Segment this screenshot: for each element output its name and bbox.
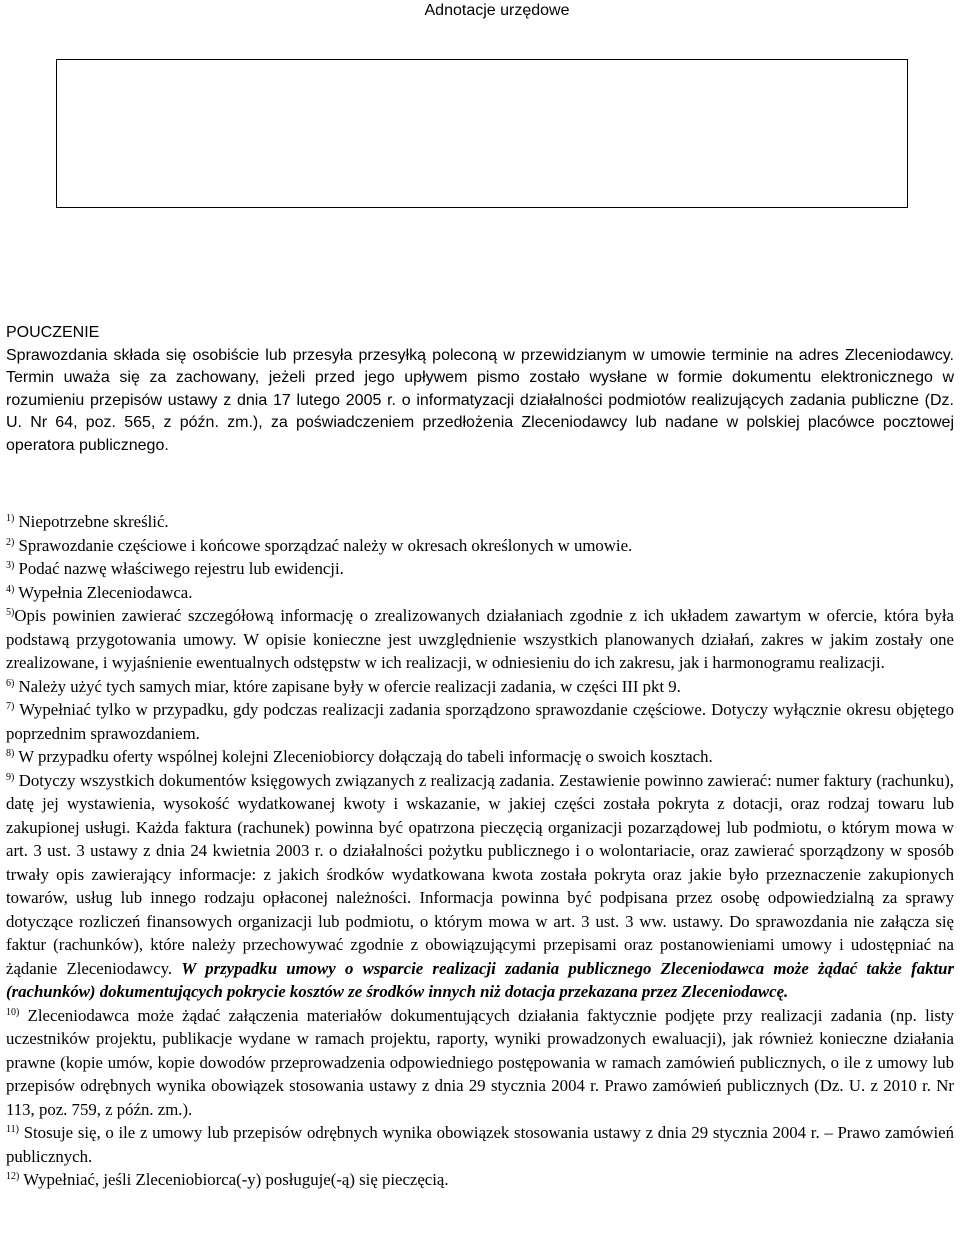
footnotes-section: [6, 510, 954, 1192]
instruction-title: POUCZENIE: [6, 324, 100, 341]
footnote-bold-text: W przypadku umowy o wsparcie realizacji zadania publicznego Zleceniodawca może żądać także faktur (rachunków) dokumentujących pokrycie kosztów ze środków innych niż dotacja przekazana przez Zleceniodawcę.: [6, 958, 954, 1001]
footnote-text: Wypełniać, jeśli Zleceniobiorca(-y) posługuje(-ą) się pieczęcią.: [23, 1170, 449, 1189]
instruction-section: [6, 322, 954, 457]
footnote-10: [6, 1004, 954, 1122]
footnote-number: 7): [6, 701, 15, 712]
footnote-12: [6, 1168, 954, 1192]
footnote-number: 4): [6, 583, 15, 595]
footnote-3: [6, 557, 954, 581]
footnote-8: [6, 745, 954, 769]
footnote-text: Dotyczy wszystkich dokumentów księgowych związanych z realizacją zadania. Zestawienie powinno zawierać: numer faktury (rachunku), datę jej wystawienia, wysokość wydatkowanej kwoty i wskazanie, w jakiej części została pokryta z dotacji, oraz rodzaj towaru lub zakupionej usługi. Każda faktura (rachunek) powinna być opatrzona pieczęcią organizacji pozarządowej lub podmiotu, o którym mowa w art. 3 ust. 3 ustawy z dnia 24 kwietnia 2003 r. o działalności pożytku publicznego i o wolontariacie, oraz zawierać sporządzony w sposób trwały opis zawierający informacje: z jakich środków wydatkowana kwota została pokryta oraz jakie było przeznaczenie zakupionych towarów, usług lub innego rodzaju opłaconej należności. Informacja powinna być podpisana przez osobę odpowiedzialną za sprawy dotyczące rozliczeń finansowych organizacji lub podmiotu, o którym mowa w art. 3 ust. 3 ww. ustawy. Do sprawozdania nie załącza się faktur (rachunków), które należy przechowywać zgodnie z obowiązującymi przepisami oraz postanowieniami umowy i udostępniać na żądanie Zleceniodawcy.: [6, 770, 955, 978]
footnote-number: 8): [6, 748, 15, 759]
footnote-2: [6, 534, 954, 558]
footnote-1: [6, 510, 954, 534]
footnote-4: [6, 581, 954, 605]
footnote-6: [6, 675, 954, 699]
official-annotations-title: Adnotacje urzędowe: [424, 2, 570, 19]
footnote-number: 10): [6, 1006, 20, 1018]
footnote-number: 12): [6, 1171, 20, 1182]
footnote-number: 2): [6, 536, 15, 548]
footnote-number: 5): [6, 607, 15, 618]
footnote-text: Opis powinien zawierać szczegółową informację o zrealizowanych działaniach zgodnie z ich układem zawartym w ofercie, która była podstawą przygotowania umowy. W opisie konieczne jest uwzględnienie wszystkich planowanych działań, zakres w jakim zostały one zrealizowane, i wyjaśnienie ewentualnych odstępstw w ich realizacji, w odniesieniu do ich zakresu, jak i harmonogramu realizacji.: [6, 606, 954, 672]
footnote-5: [6, 604, 954, 675]
footnote-text: Zleceniodawca może żądać załączenia materiałów dokumentujących działania faktycznie podjęte przy realizacji zadania (np. listy uczestników projektu, publikacje wydane w ramach projektu, raporty, wyniki prowadzonych ewaluacji), jak również konieczne działania prawne (kopie umów, kopie dowodów przeprowadzenia odpowiedniego postępowania w ramach zamówień publicznych, o ile z umowy lub przepisów odrębnych wynika obowiązek stosowania ustawy z dnia 29 stycznia 2004 r. Prawo zamówień publicznych (Dz. U. z 2010 r. Nr 113, poz. 759, z późn. zm.).: [6, 1005, 954, 1119]
footnote-7: [6, 698, 954, 745]
footnote-number: 6): [6, 677, 15, 689]
footnote-number: 3): [6, 560, 15, 571]
footnote-number: 1): [6, 513, 15, 524]
footnote-text: Niepotrzebne skreślić.: [18, 512, 169, 531]
footnote-text: Należy użyć tych samych miar, które zapisane były w ofercie realizacji zadania, w części III pkt 9.: [18, 676, 681, 696]
instruction-text: Sprawozdania składa się osobiście lub przesyła przesyłką poleconą w przewidzianym w umowie terminie na adres Zleceniodawcy. Termin uważa się za zachowany, jeżeli przed jego upływem pismo zostało wysłane w formie dokumentu elektronicznego w rozumieniu przepisów ustawy z dnia 17 lutego 2005 r. o informatyzacji działalności podmiotów realizujących zadania publiczne (Dz. U. Nr 64, poz. 565, z późn. zm.), za poświadczeniem przedłożenia Zleceniodawcy lub nadane w polskiej placówce pocztowej operatora publicznego.: [6, 346, 954, 454]
page-header: [0, 0, 960, 21]
footnote-text: W przypadku oferty wspólnej kolejni Zleceniobiorcy dołączają do tabeli informację o swoich kosztach.: [18, 747, 713, 766]
footnote-text: Podać nazwę właściwego rejestru lub ewidencji.: [18, 559, 344, 578]
footnote-number: 11): [6, 1124, 19, 1135]
footnote-text: Wypełnia Zleceniodawca.: [18, 582, 193, 602]
footnote-11: [6, 1121, 954, 1168]
footnote-text: Stosuje się, o ile z umowy lub przepisów odrębnych wynika obowiązek stosowania ustawy z dnia 29 stycznia 2004 r. – Prawo zamówień publicznych.: [6, 1123, 954, 1166]
official-annotations-box: [56, 59, 908, 208]
footnote-text: Sprawozdanie częściowe i końcowe sporządzać należy w okresach określonych w umowie.: [18, 535, 633, 555]
footnote-text: Wypełniać tylko w przypadku, gdy podczas realizacji zadania sporządzono sprawozdanie częściowe. Dotyczy wyłącznie okresu objętego poprzednim sprawozdaniem.: [6, 700, 954, 743]
footnote-number: 9): [6, 771, 15, 783]
footnote-9: [6, 769, 954, 1004]
